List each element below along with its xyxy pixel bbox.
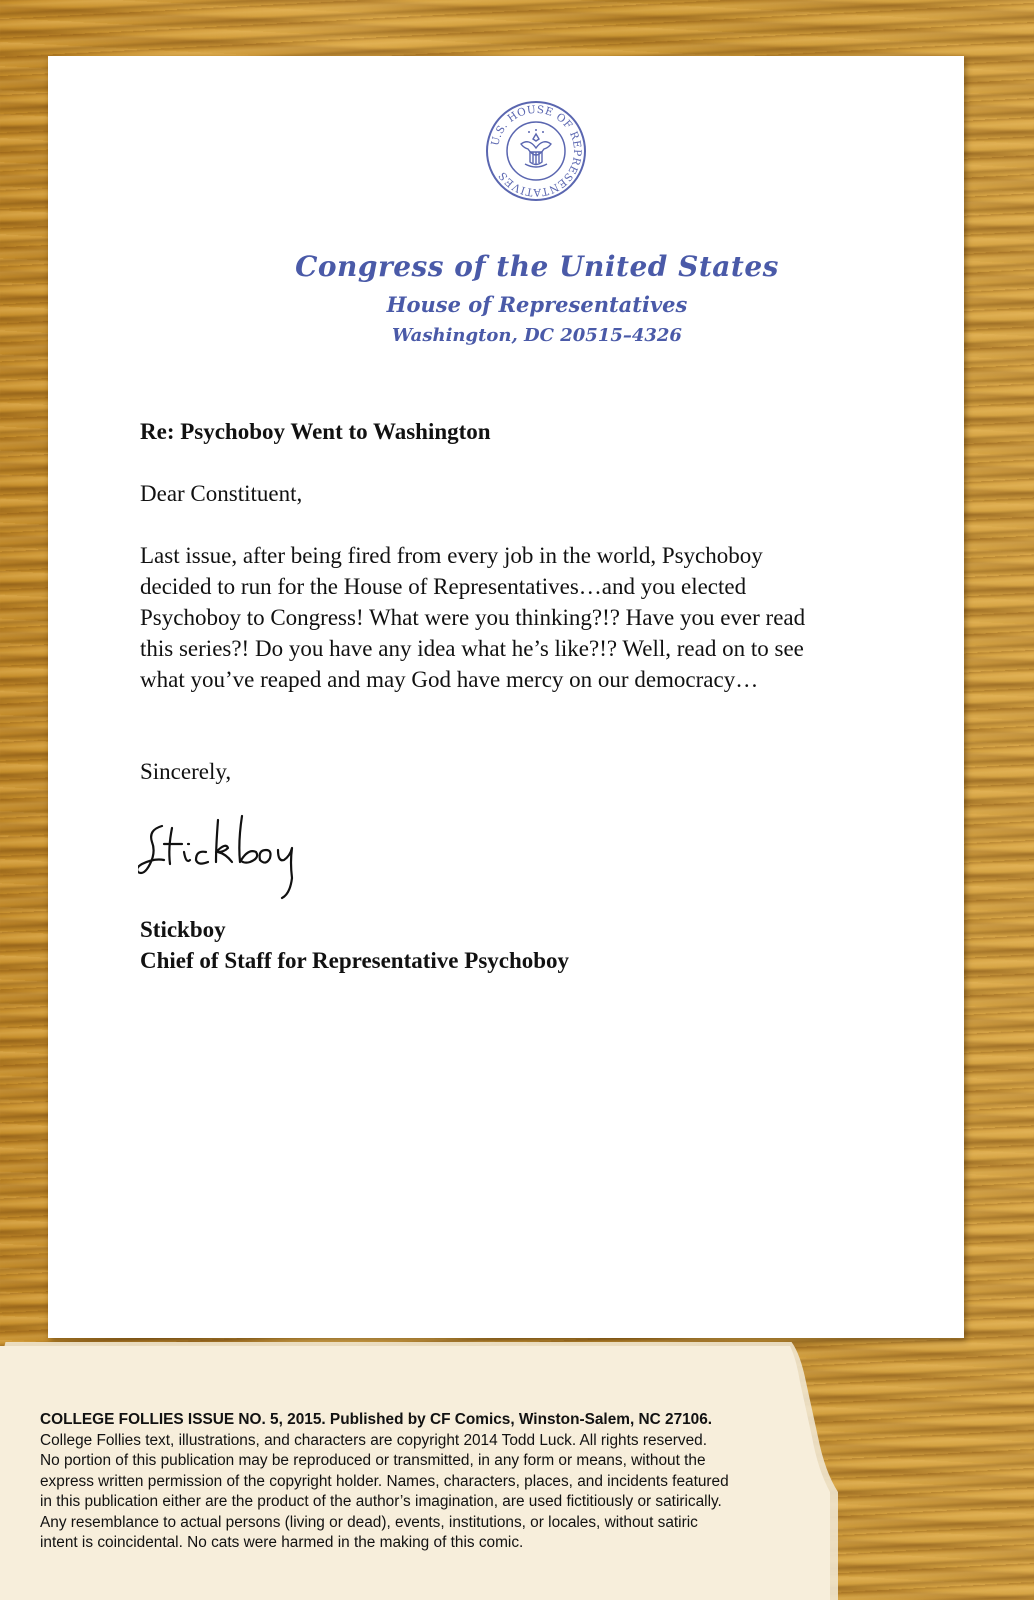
body-line: decided to run for the House of Representatives…and you elected	[140, 574, 747, 599]
letter-page	[48, 56, 964, 1338]
body-line: Psychoboy to Congress! What were you thinking?!? Have you ever read	[140, 605, 806, 630]
body-line: this series?! Do you have any idea what he’s like?!? Well, read on to see	[140, 636, 804, 661]
body-line: Last issue, after being fired from every job in the world, Psychoboy	[140, 543, 763, 568]
signer-title: Chief of Staff for Representative Psychoboy	[140, 948, 570, 973]
legal-line: No portion of this publication may be reproduced or transmitted, in any form or means, without the	[40, 1452, 706, 1469]
subject-line: Re: Psychoboy Went to Washington	[140, 419, 491, 444]
salutation: Dear Constituent,	[140, 481, 303, 506]
body-line: what you’ve reaped and may God have mercy on our democracy…	[140, 667, 759, 692]
legal-heading: COLLEGE FOLLIES ISSUE NO. 5, 2015. Published by CF Comics, Winston-Salem, NC 27106.	[40, 1411, 713, 1428]
legal-line: in this publication either are the product of the author’s imagination, are used fictitiously or satirically.	[40, 1493, 722, 1510]
letterhead-address: Washington, DC 20515–4326	[392, 325, 682, 346]
letterhead-house: House of Representatives	[386, 292, 688, 317]
house-seal-icon	[485, 100, 587, 202]
legal-line: intent is coincidental. No cats were harmed in the making of this comic.	[40, 1534, 524, 1551]
svg-text:U.S. HOUSE OF REPRESENTATIVES: U.S. HOUSE OF REPRESENTATIVES	[489, 103, 584, 199]
signature-stickboy	[138, 808, 378, 908]
legal-line: express written permission of the copyright holder. Names, characters, places, and incidents featured	[40, 1472, 729, 1490]
legal-line: College Follies text, illustrations, and characters are copyright 2014 Todd Luck. All rights reserved.	[40, 1431, 707, 1449]
legal-notice	[40, 1410, 830, 1554]
signer-name: Stickboy	[140, 917, 226, 942]
letter-body	[140, 540, 910, 695]
letterhead-congress: Congress of the United States	[295, 250, 779, 283]
legal-line: Any resemblance to actual persons (living or dead), events, institutions, or locales, without satiric	[40, 1513, 698, 1531]
closing: Sincerely,	[140, 759, 232, 784]
